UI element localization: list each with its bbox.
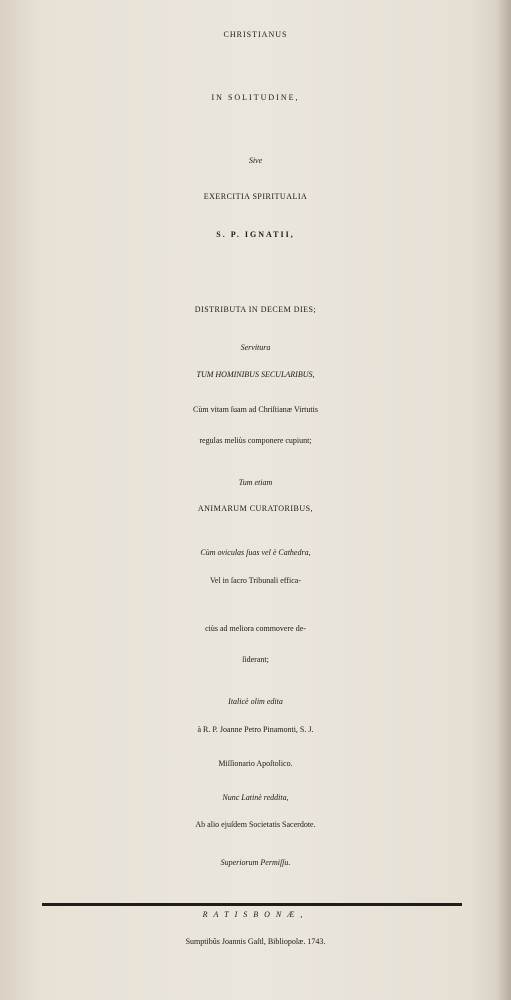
distributa-text: DISTRIBUTA IN DECEM DIES; (194, 305, 317, 314)
cum-vitam-text: Cùm vitam ſuam ad Chriſtianæ Virtutis (193, 405, 318, 414)
animarum-text: ANIMARUM CURATORIBUS, (197, 504, 314, 513)
regulas-text: regulas meliùs componere cupiunt; (199, 436, 312, 445)
imprint-divider (42, 903, 462, 906)
exercitia-text: EXERCITIA SPIRITUALIA (203, 192, 308, 201)
servitura-text: Servitura (240, 343, 271, 352)
cius-text: ciùs ad meliora commovere de- (205, 624, 306, 633)
imprint-place: RATISBONÆ, (202, 910, 309, 919)
cum-oviculas-text: Cùm oviculas ſuas vel è Cathedra, (200, 548, 311, 557)
title-line-2: IN SOLITUDINE, (211, 93, 300, 102)
ignatii-heading: S. P. IGNATII, (216, 230, 295, 239)
missionario-text: Miſſionario Apoſtolico. (218, 759, 293, 768)
superiorum-text: Superiorum Permiſſu. (220, 858, 291, 867)
title-line-1: CHRISTIANUS (223, 30, 288, 39)
author-text: à R. P. Joanne Petro Pinamonti, S. J. (197, 725, 314, 734)
ab-alio-text: Ab alio ejuſdem Societatis Sacerdote. (195, 820, 316, 829)
page-edge-shadow (497, 0, 511, 1000)
imprint-printer: Sumptibûs Joannis Gaſtl, Bibliopolæ. 1743. (185, 937, 326, 946)
tum-etiam-text: Tum etiam (238, 478, 273, 487)
tum-hominibus-text: TUM HOMINIBUS SECULARIBUS, (196, 370, 315, 379)
siderant-text: ſiderant; (242, 655, 269, 664)
vel-in-text: Vel in ſacro Tribunali effica- (210, 576, 301, 585)
italice-text: Italicè olim edita (228, 697, 283, 706)
nunc-text: Nunc Latinè reddita, (222, 793, 289, 802)
sive-text: Sive (248, 156, 263, 165)
